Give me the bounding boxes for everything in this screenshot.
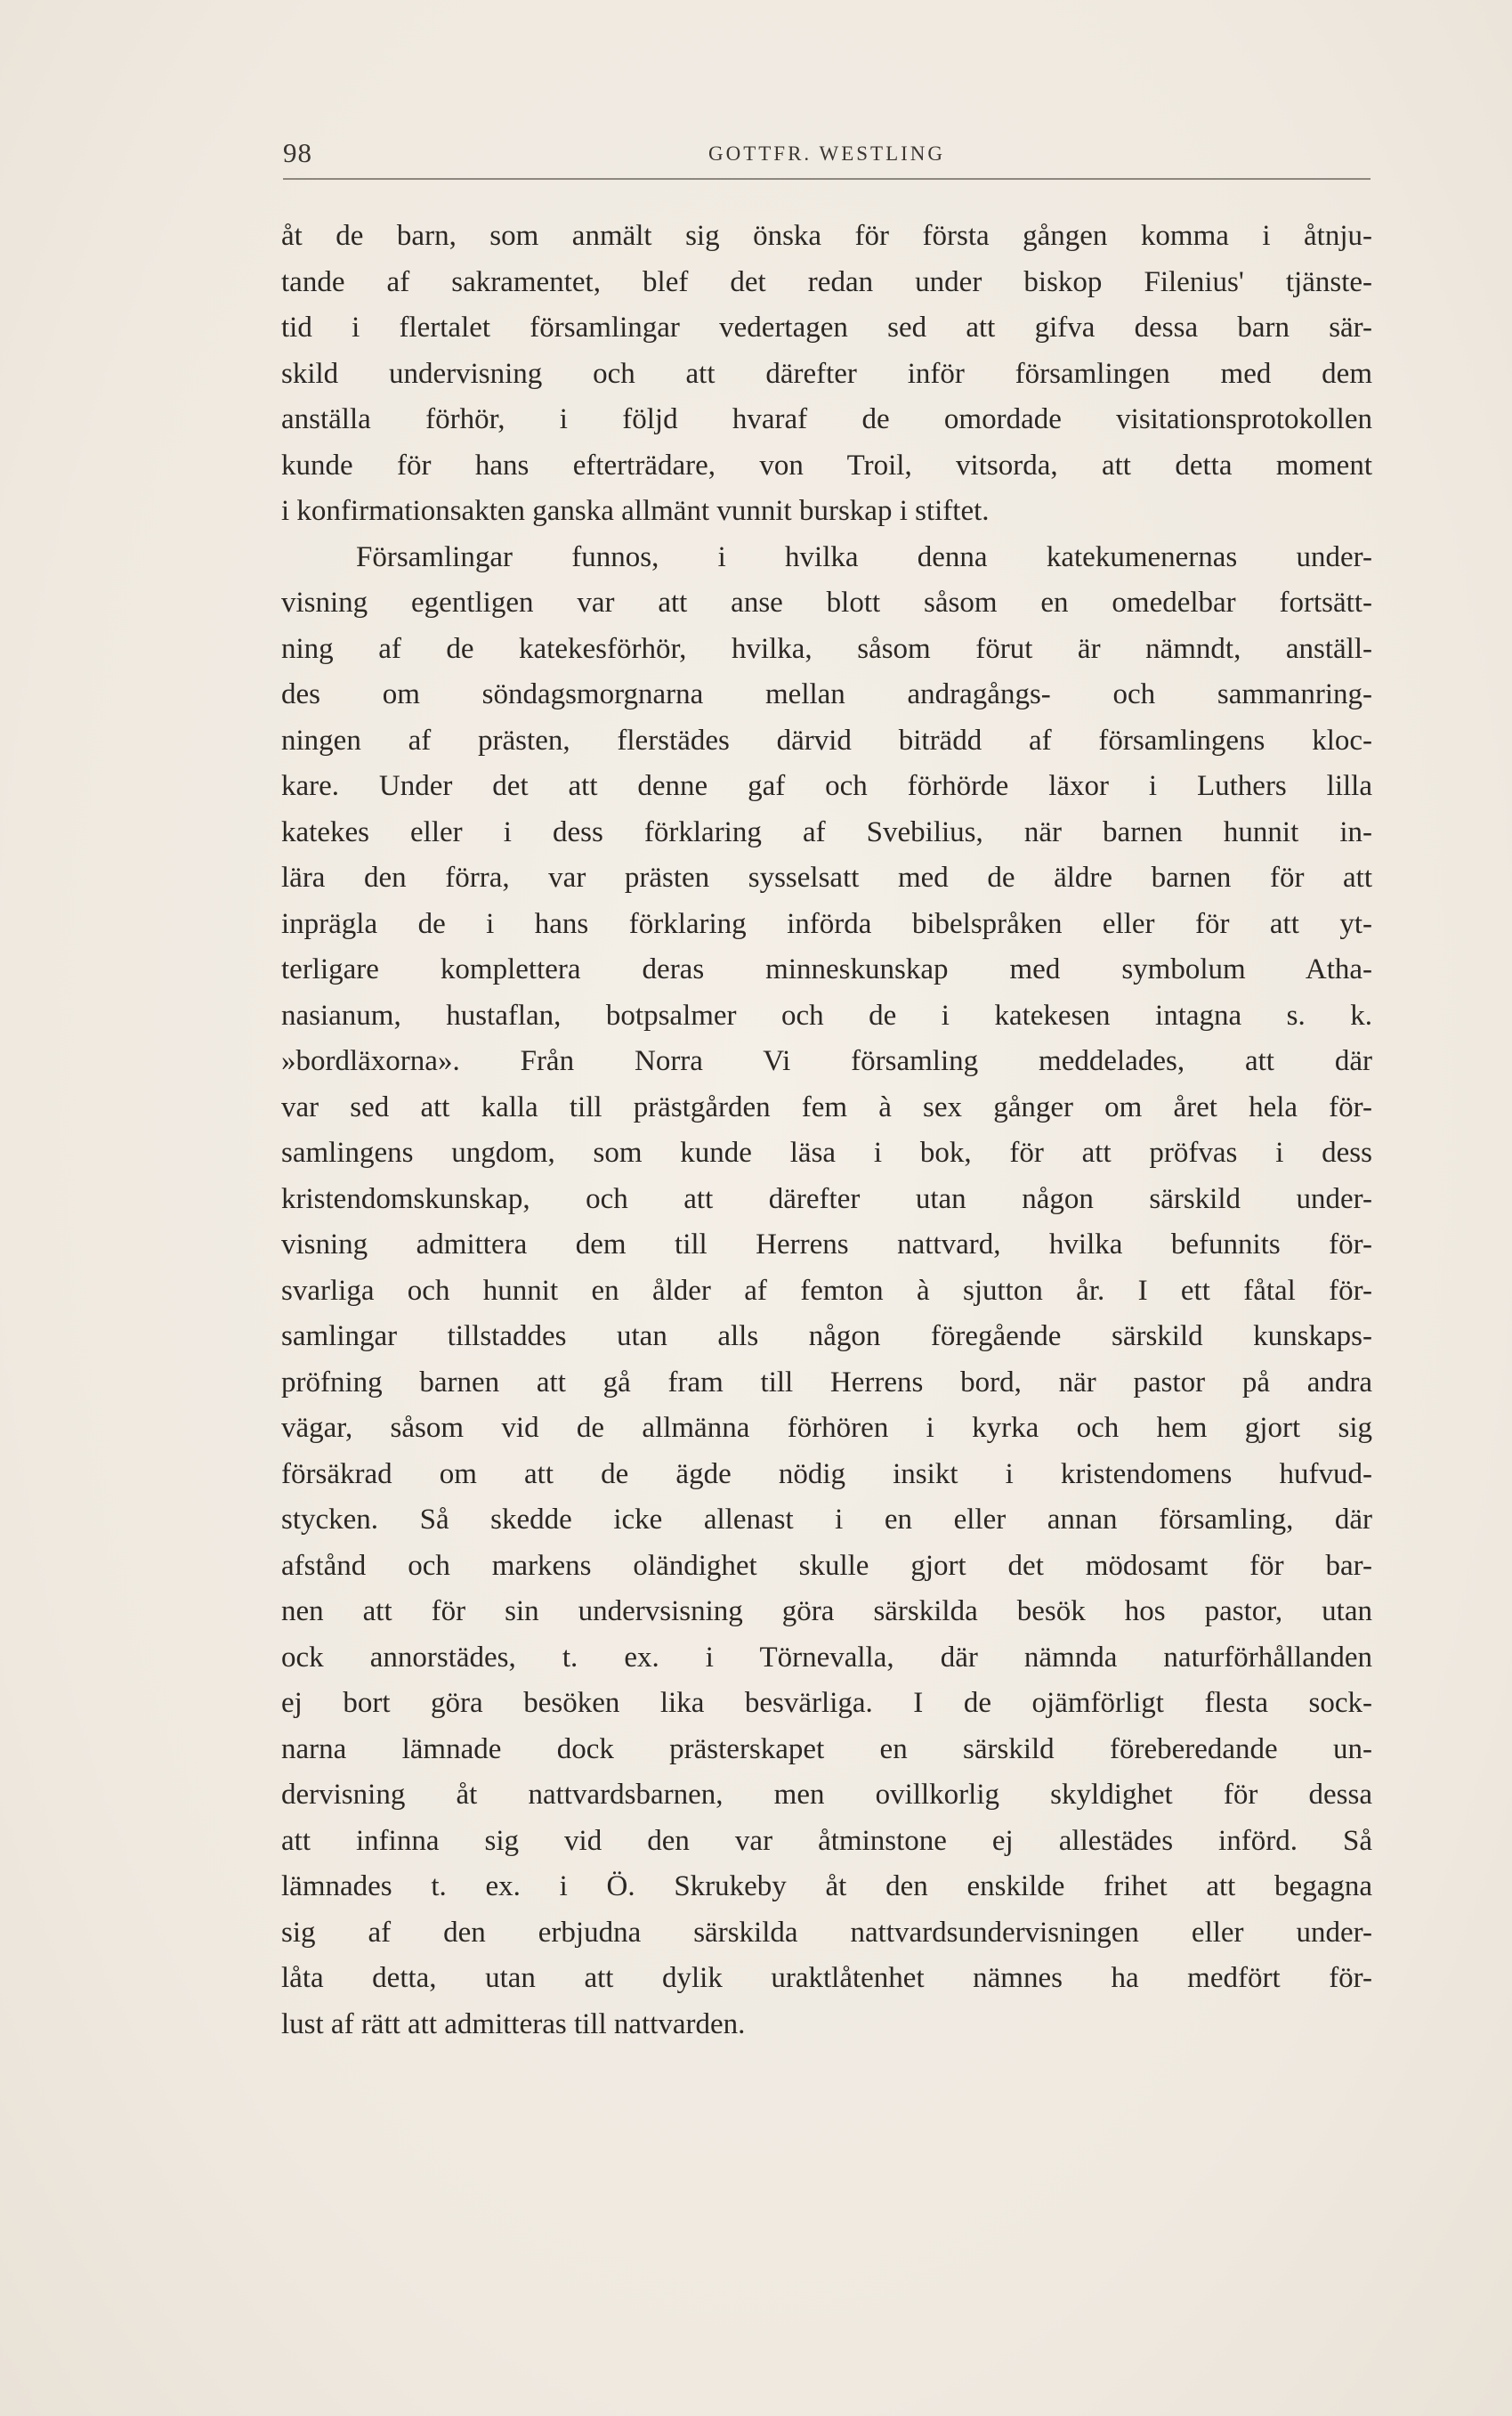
text-line: inprägla de i hans förklaring införda bibelspråken eller för att yt- <box>281 907 1372 940</box>
text-line: dervisning åt nattvardsbarnen, men ovillkorlig skyldighet för dessa <box>281 1779 1372 1811</box>
text-line: visning admittera dem till Herrens nattvard, hvilka befunnits för- <box>281 1228 1372 1261</box>
text-line: ock annorstädes, t. ex. i Törnevalla, där nämnda naturförhållanden <box>281 1641 1372 1674</box>
text-line: visning egentligen var att anse blott såsom en omedelbar fortsätt- <box>281 587 1372 619</box>
text-line: svarliga och hunnit en ålder af femton à sjutton år. I ett fåtal för- <box>281 1274 1372 1307</box>
text-line: ej bort göra besöken lika besvärliga. I de ojämförligt flesta sock- <box>281 1687 1372 1719</box>
text-line: var sed att kalla till prästgården fem à sex gånger om året hela för- <box>281 1090 1372 1123</box>
text-line: katekes eller i dess förklaring af Svebilius, när barnen hunnit in- <box>281 815 1372 848</box>
text-line: lämnades t. ex. i Ö. Skrukeby åt den enskilde frihet att begagna <box>281 1870 1372 1902</box>
text-line: des om söndagsmorgnarna mellan andragångs- och sammanring- <box>281 678 1372 710</box>
text-line: samlingens ungdom, som kunde läsa i bok, för att pröfvas i dess <box>281 1137 1372 1169</box>
text-line: sig af den erbjudna särskilda nattvardsundervisningen eller under- <box>281 1916 1372 1949</box>
text-line: tande af sakramentet, blef det redan under biskop Filenius' tjänste- <box>281 265 1372 298</box>
text-line: »bordläxorna». Från Norra Vi församling meddelades, att där <box>281 1045 1372 1077</box>
text-line: nen att för sin undervsisning göra särskilda besök hos pastor, utan <box>281 1595 1372 1627</box>
text-line: kare. Under det att denne gaf och förhörde läxor i Luthers lilla <box>281 770 1372 802</box>
text-line: stycken. Så skedde icke allenast i en eller annan församling, där <box>281 1504 1372 1536</box>
text-line: skild undervisning och att därefter inför församlingen med dem <box>281 357 1372 390</box>
text-line: terligare komplettera deras minneskunskap med symbolum Atha- <box>281 953 1372 985</box>
text-line: kristendomskunskap, och att därefter utan någon särskild under- <box>281 1182 1372 1215</box>
text-line: nasianum, hustaflan, botpsalmer och de i katekesen intagna s. k. <box>281 999 1372 1032</box>
body-text <box>281 214 1372 2047</box>
text-line: försäkrad om att de ägde nödig insikt i kristendomens hufvud- <box>281 1457 1372 1490</box>
paragraph-start-line: Församlingar funnos, i hvilka denna katekumenernas under- <box>356 540 1372 573</box>
text-line: tid i flertalet församlingar vedertagen sed att gifva dessa barn sär- <box>281 312 1372 344</box>
text-line: åt de barn, som anmält sig önska för första gången komma i åtnju- <box>281 220 1372 252</box>
text-line: ningen af prästen, flerstädes därvid biträdd af församlingens kloc- <box>281 724 1372 757</box>
text-line: lära den förra, var prästen sysselsatt med de äldre barnen för att <box>281 862 1372 894</box>
text-line: afstånd och markens oländighet skulle gjort det mödosamt för bar- <box>281 1549 1372 1582</box>
running-head <box>283 134 1371 180</box>
text-line: att infinna sig vid den var åtminstone ej allestädes införd. Så <box>281 1824 1372 1857</box>
text-line: lust af rätt att admitteras till nattvarden. <box>281 2007 746 2040</box>
text-line: anställa förhör, i följd hvaraf de omordade visitationsprotokollen <box>281 403 1372 435</box>
text-line: kunde för hans efterträdare, von Troil, vitsorda, att detta moment <box>281 449 1372 482</box>
text-line: vägar, såsom vid de allmänna förhören i kyrka och hem gjort sig <box>281 1412 1372 1444</box>
running-title: GOTTFR. WESTLING <box>707 142 946 165</box>
text-line: låta detta, utan att dylik uraktlåtenhet nämnes ha medfört för- <box>281 1962 1372 1994</box>
text-line: narna lämnade dock prästerskapet en särskild föreberedande un- <box>281 1732 1372 1765</box>
text-line: samlingar tillstaddes utan alls någon föregående särskild kunskaps- <box>281 1320 1372 1352</box>
text-line: ning af de katekesförhör, hvilka, såsom förut är nämndt, anställ- <box>281 632 1372 665</box>
text-line: i konfirmationsakten ganska allmänt vunnit burskap i stiftet. <box>281 495 990 527</box>
text-line: pröfning barnen att gå fram till Herrens bord, när pastor på andra <box>281 1366 1372 1399</box>
page-number: 98 <box>283 137 312 168</box>
